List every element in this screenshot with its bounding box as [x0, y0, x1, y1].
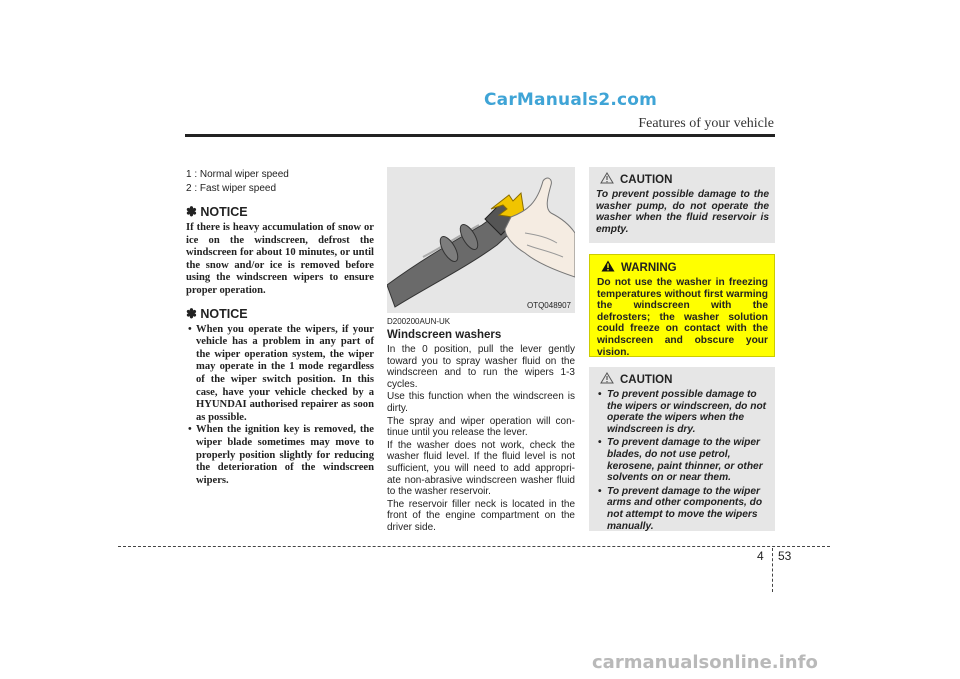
- notice-list: [186, 324, 374, 488]
- caution-list: [596, 389, 769, 532]
- notice-heading: [186, 204, 374, 220]
- warning-title: [597, 262, 768, 275]
- washers-paragraph: In the 0 position, pull the lever gently toward you to spray washer fluid on the windscreen and to run the wipers 1-3 cycles.: [387, 344, 575, 390]
- caution-title: [596, 174, 769, 187]
- notice-heading: [186, 306, 374, 322]
- caution-title-label: CAUTION: [620, 374, 673, 386]
- header-rule: [185, 134, 775, 137]
- caution-box-wipers: [589, 367, 775, 531]
- caution-title: [596, 374, 769, 387]
- section-title: Features of your vehicle: [638, 116, 774, 131]
- notice-snow-body: If there is heavy accumulation of snow or ice on the windscreen, defrost the windscreen for about 10 minutes, or until the snow and/or ice is removed before using the windscreen wipers to ensure proper operation.: [186, 222, 374, 296]
- wiper-lever-illustration-graphic: [387, 167, 575, 313]
- notice-star-icon: ✽: [186, 204, 197, 219]
- notice-star-icon: ✽: [186, 305, 197, 321]
- caution-body: To prevent possible damage to the washer pump, do not operate the washer when the fluid reservoir is empty.: [596, 189, 769, 235]
- list-item: • To prevent damage to the wiper arms and other components, do not attempt to move the wipers manually.: [598, 485, 763, 532]
- left-column: [186, 168, 374, 487]
- wiper-lever-illustration: [387, 167, 575, 313]
- footer-rule: [118, 546, 830, 547]
- washers-paragraph: The reservoir filler neck is located in the front of the engine compartment on the driver side.: [387, 498, 575, 533]
- caution-title-label: CAUTION: [620, 174, 673, 186]
- warning-triangle-icon: [601, 260, 615, 272]
- caution-triangle-icon: [600, 372, 614, 384]
- watermark-logo: CarManuals2.com: [484, 90, 658, 110]
- document-code: D200200AUN-UK: [387, 317, 451, 326]
- watermark-footer: carmanualsonline.info: [592, 652, 818, 673]
- figure-code: OTQ048907: [526, 301, 571, 310]
- list-item: • To prevent possible damage to the wipers or windscreen, do not operate the wipers when the windscreen is dry.: [598, 389, 767, 435]
- legend-fast-speed: 2 : Fast wiper speed: [186, 183, 277, 194]
- warning-body: Do not use the washer in freezing temperatures without first warming the windscreen with the defrosters; the washer solution could freeze on contact with the windscreen and obscure your vision.: [597, 277, 768, 358]
- page-number: 53: [778, 549, 792, 563]
- washers-paragraph: If the washer does not work, check the washer fluid level. If the fluid level is not sufficient, you will need to add appropri- ate non-abrasive windscreen washer fluid to the washer reservoir.: [387, 439, 575, 498]
- legend-normal-speed: 1 : Normal wiper speed: [186, 169, 289, 180]
- caution-triangle-icon: [600, 172, 614, 184]
- caution-box-washer-pump: [589, 167, 775, 243]
- washers-heading: Windscreen washers: [387, 329, 502, 341]
- washers-paragraph: Use this function when the windscreen is dirty.: [387, 391, 575, 414]
- list-item: • When you operate the wipers, if your vehicle has a problem in any part of the wiper operation system, the wiper may operate in the 1 mode regardless of the wiper switch position. In this case, have your vehicle checked by a HYUNDAI authorised repairer as soon as possible.: [188, 323, 374, 423]
- warning-title-label: WARNING: [621, 262, 677, 274]
- page-number-divider: [772, 548, 773, 592]
- chapter-number: 4: [757, 549, 764, 563]
- middle-column: [387, 317, 575, 535]
- washers-paragraph: The spray and wiper operation will con- tinue until you release the lever.: [387, 415, 575, 439]
- list-item: • To prevent damage to the wiper blades, do not use petrol, kerosene, paint thinner, or other solvents on or near them.: [598, 437, 763, 484]
- notice-heading-label: NOTICE: [200, 205, 248, 219]
- list-item: • When the ignition key is removed, the wiper blade sometimes may move to properly position slightly for reducing the deterioration of the windscreen wipers.: [188, 424, 374, 486]
- warning-box: [589, 254, 775, 357]
- notice-heading-label: NOTICE: [200, 306, 248, 321]
